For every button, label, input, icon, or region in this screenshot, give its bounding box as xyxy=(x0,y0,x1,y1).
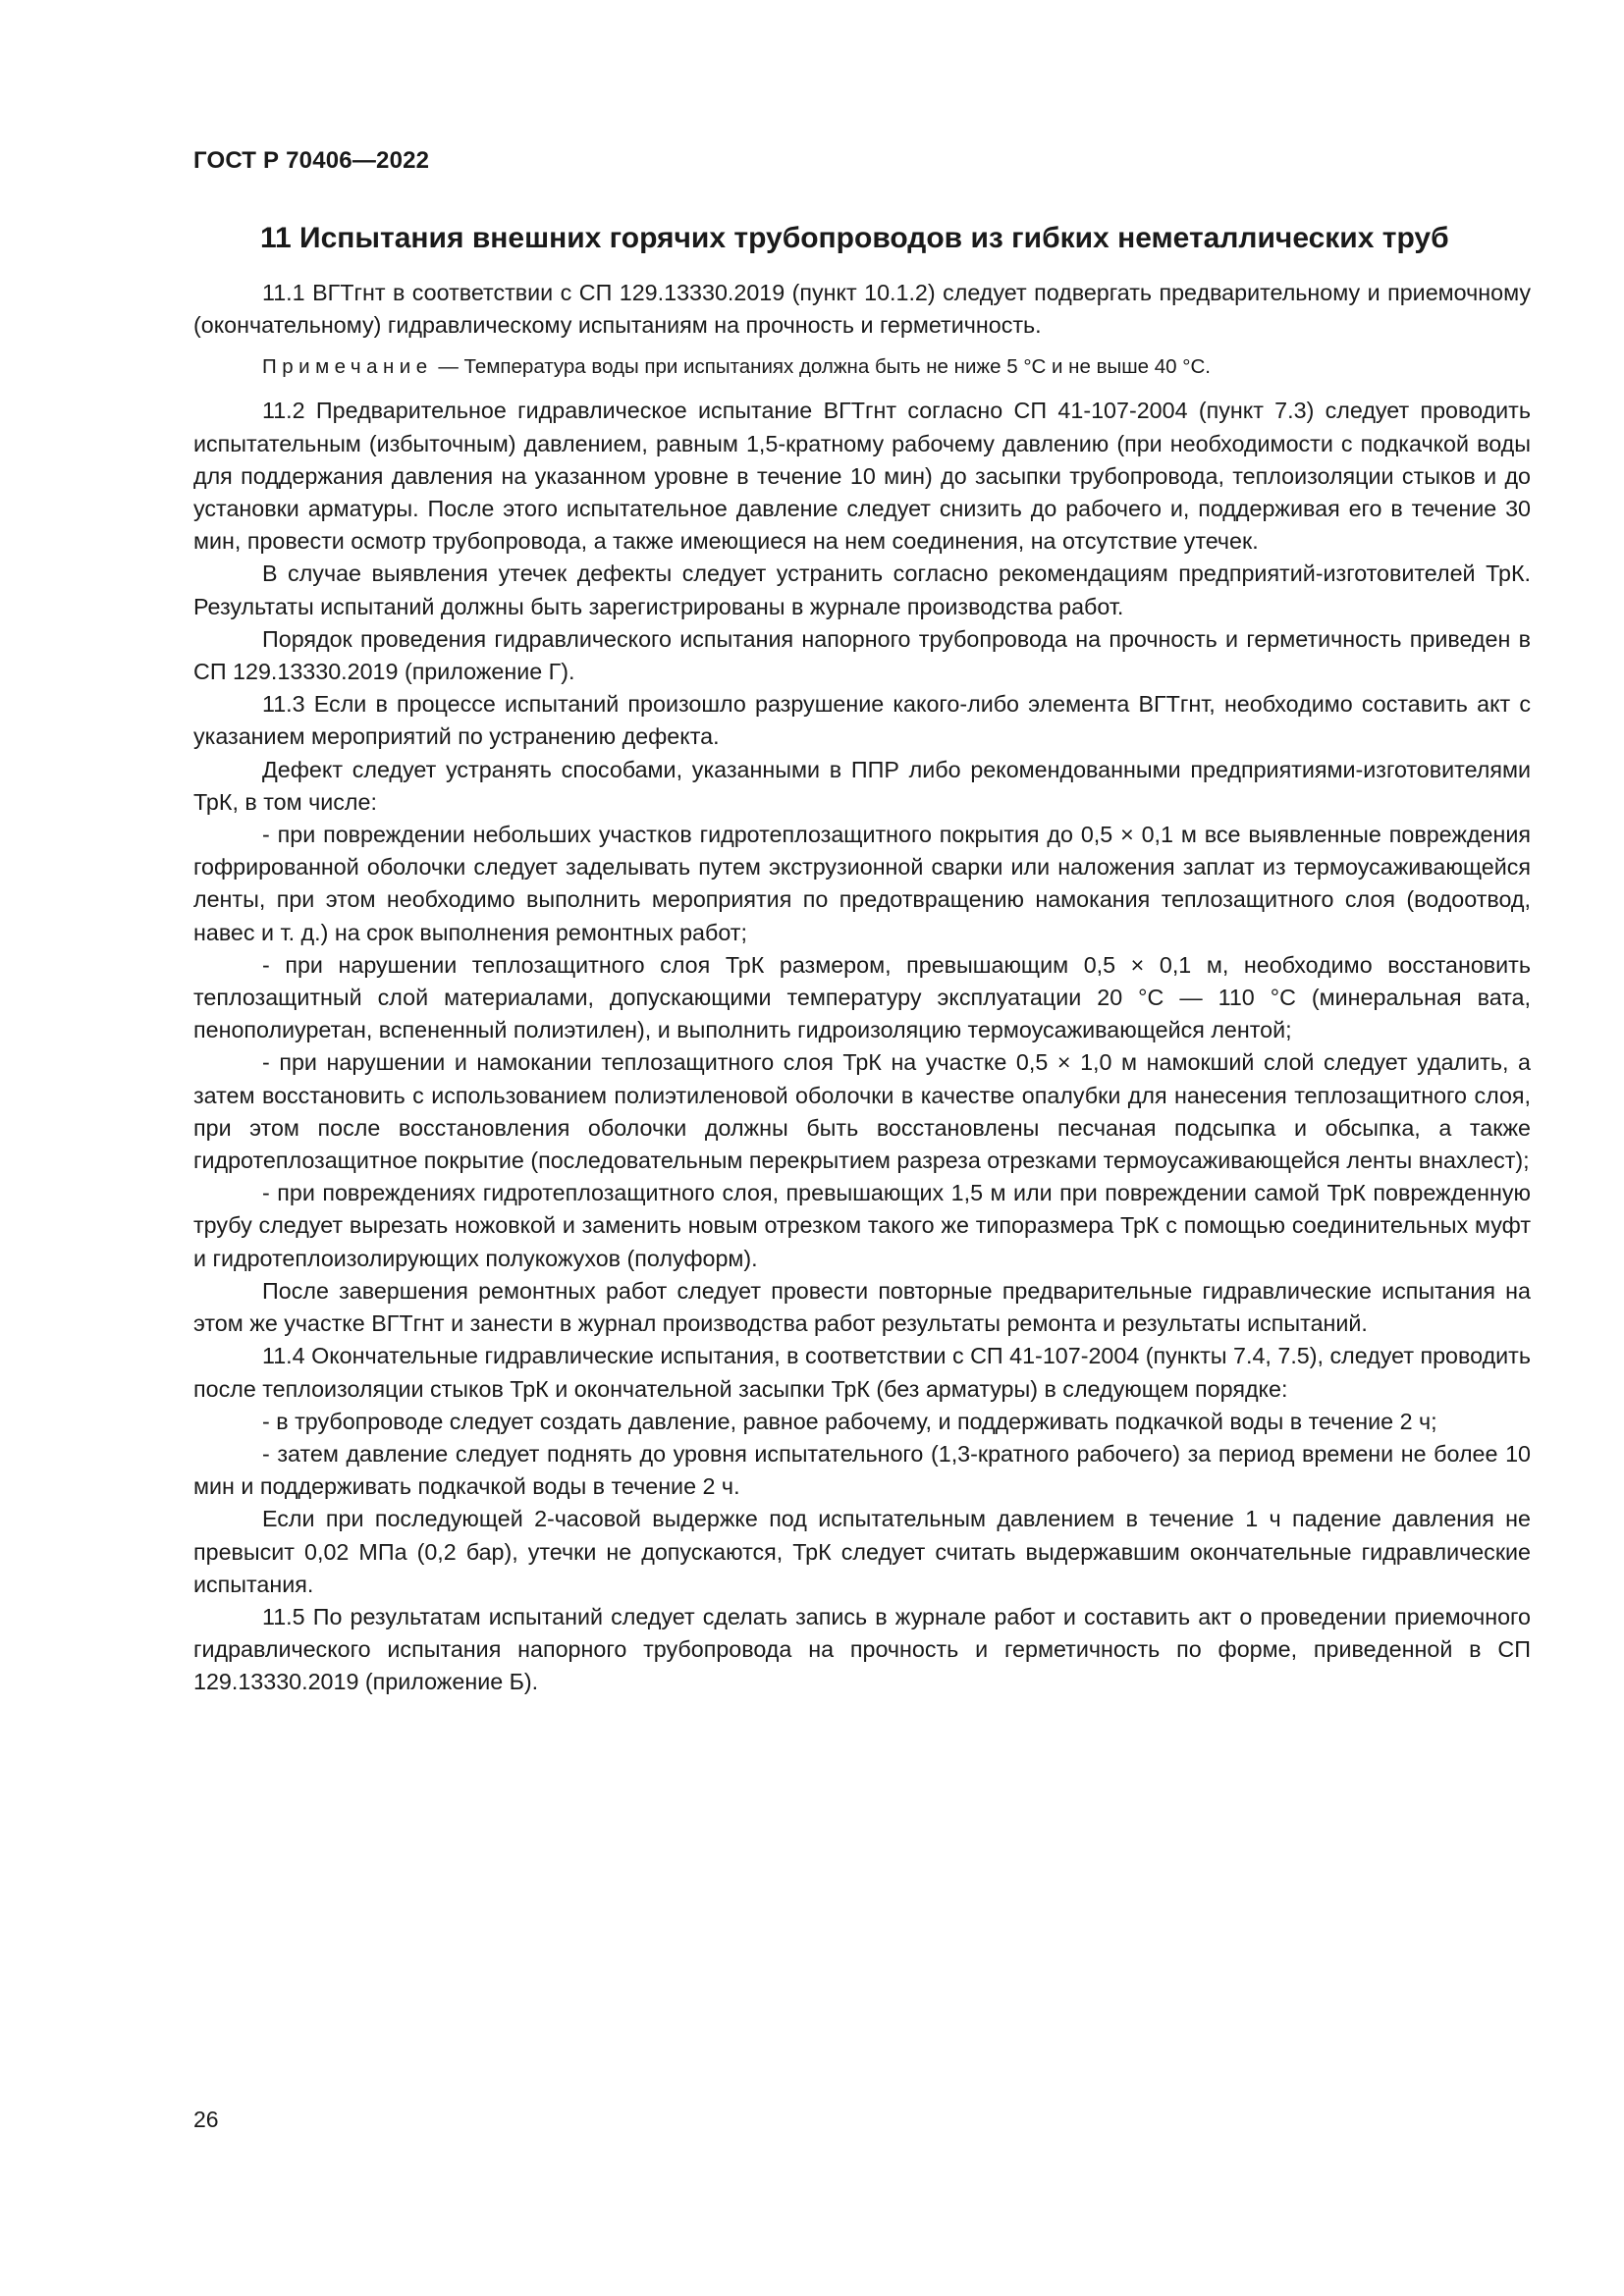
section-title: 11 Испытания внешних горячих трубопроводов из гибких неметаллических труб xyxy=(260,222,1449,254)
list-item-repair-wet-layer: - при нарушении и намокании теплозащитного слоя ТрК на участке 0,5 × 1,0 м намокший слой следует удалить, а затем восстановить с использованием полиэтиленовой оболочки в качестве опалубки для нанесения теплозащитного слоя, при этом после восстановления оболочки должны быть восстановлены песчаная подсыпка и обсыпка, а также гидротеплозащитное покрытие (последовательным перекрытием разреза отрезками термоусаживающейся ленты внахлест); xyxy=(193,1049,1531,1174)
list-item-repair-pipe-replace: - при повреждениях гидротеплозащитного слоя, превышающих 1,5 м или при повреждении самой ТрК поврежденную трубу следует вырезать ножовкой и заменить новым отрезком такого же типоразмера ТрК с помощью соединительных муфт и гидротеплоизолирующих полукожухов (полуформ). xyxy=(193,1180,1531,1271)
note-text: — Температура воды при испытаниях должна быть не ниже 5 °С и не выше 40 °С. xyxy=(432,355,1211,379)
paragraph-defect: Дефект следует устранять способами, указанными в ППР либо рекомендованными предприятиями-изготовителями ТрК, в том числе: xyxy=(193,756,1531,815)
page-content xyxy=(193,218,1531,1699)
list-item-repair-small: - при повреждении небольших участков гидротеплозащитного покрытия до 0,5 × 0,1 м все выявленные повреждения гофрированной оболочки следует заделывать путем экструзионной сварки или наложения заплат из термоусаживающейся ленты, при этом необходимо выполнить мероприятия по предотвращению намокания теплозащитного слоя (водоотвод, навес и т. д.) на срок выполнения ремонтных работ; xyxy=(193,822,1531,945)
paragraph-11-4: 11.4 Окончательные гидравлические испытания, в соответствии с СП 41-107-2004 (пункты 7.4, 7.5), следует проводить после теплоизоляции стыков ТрК и окончательной засыпки ТрК (без арматуры) в следующем порядке: xyxy=(193,1343,1531,1402)
document-code: ГОСТ Р 70406—2022 xyxy=(193,147,430,174)
note xyxy=(193,352,1531,382)
list-item-repair-insulation: - при нарушении теплозащитного слоя ТрК размером, превышающим 0,5 × 0,1 м, необходимо восстановить теплозащитный слой материалами, допускающими температуру эксплуатации 20 °С — 110 °С (минеральная вата, пенополиуретан, вспененный полиэтилен), и выполнить гидроизоляцию термоусаживающейся лентой; xyxy=(193,951,1531,1043)
paragraph-11-2: 11.2 Предварительное гидравлическое испытание ВГТгнт согласно СП 41-107-2004 (пункт 7.3) следует проводить испытательным (избыточным) давлением, равным 1,5-кратному рабочему давлению (при необходимости с подкачкой воды для поддержания давления на указанном уровне в течение 10 мин) до засыпки трубопровода, теплоизоляции стыков и до установки арматуры. После этого испытательное давление следует снизить до рабочего и, поддерживая его в течение 30 мин, провести осмотр трубопровода, а также имеющиеся на нем соединения, на отсутствие утечек. xyxy=(193,398,1531,555)
paragraph-11-1: 11.1 ВГТгнт в соответствии с СП 129.13330.2019 (пункт 10.1.2) следует подвергать предварительному и приемочному (окончательному) гидравлическому испытаниям на прочность и герметичность. xyxy=(193,280,1531,339)
page-number: 26 xyxy=(193,2107,219,2132)
list-item-step-1: - в трубопроводе следует создать давление, равное рабочему, и поддерживать подкачкой воды в течение 2 ч; xyxy=(262,1408,1437,1434)
paragraph-after-repair: После завершения ремонтных работ следует провести повторные предварительные гидравлические испытания на этом же участке ВГТгнт и занести в журнал производства работ результаты ремонта и результаты испытаний. xyxy=(193,1277,1531,1337)
paragraph-leaks: В случае выявления утечек дефекты следует устранить согласно рекомендациям предприятий-изготовителей ТрК. Результаты испытаний должны быть зарегистрированы в журнале производства работ. xyxy=(193,561,1531,619)
paragraph-11-5: 11.5 По результатам испытаний следует сделать запись в журнале работ и составить акт о проведении приемочного гидравлического испытания напорного трубопровода на прочность и герметичность по форме, приведенной в СП 129.13330.2019 (приложение Б). xyxy=(193,1603,1531,1695)
paragraph-test-order: Порядок проведения гидравлического испытания напорного трубопровода на прочность и герметичность приведен в СП 129.13330.2019 (приложение Г). xyxy=(193,625,1531,685)
paragraph-pressure-drop: Если при последующей 2-часовой выдержке под испытательным давлением в течение 1 ч падение давления не превысит 0,02 МПа (0,2 бар), утечки не допускаются, ТрК следует считать выдержавшим окончательные гидравлические испытания. xyxy=(193,1506,1531,1597)
note-label: Примечание xyxy=(262,355,433,379)
paragraph-11-3: 11.3 Если в процессе испытаний произошло разрушение какого-либо элемента ВГТгнт, необходимо составить акт с указанием мероприятий по устранению дефекта. xyxy=(193,691,1531,750)
list-item-step-2: - затем давление следует поднять до уровня испытательного (1,3-кратного рабочего) за период времени не более 10 мин и поддерживать подкачкой воды в течение 2 ч. xyxy=(193,1440,1531,1500)
